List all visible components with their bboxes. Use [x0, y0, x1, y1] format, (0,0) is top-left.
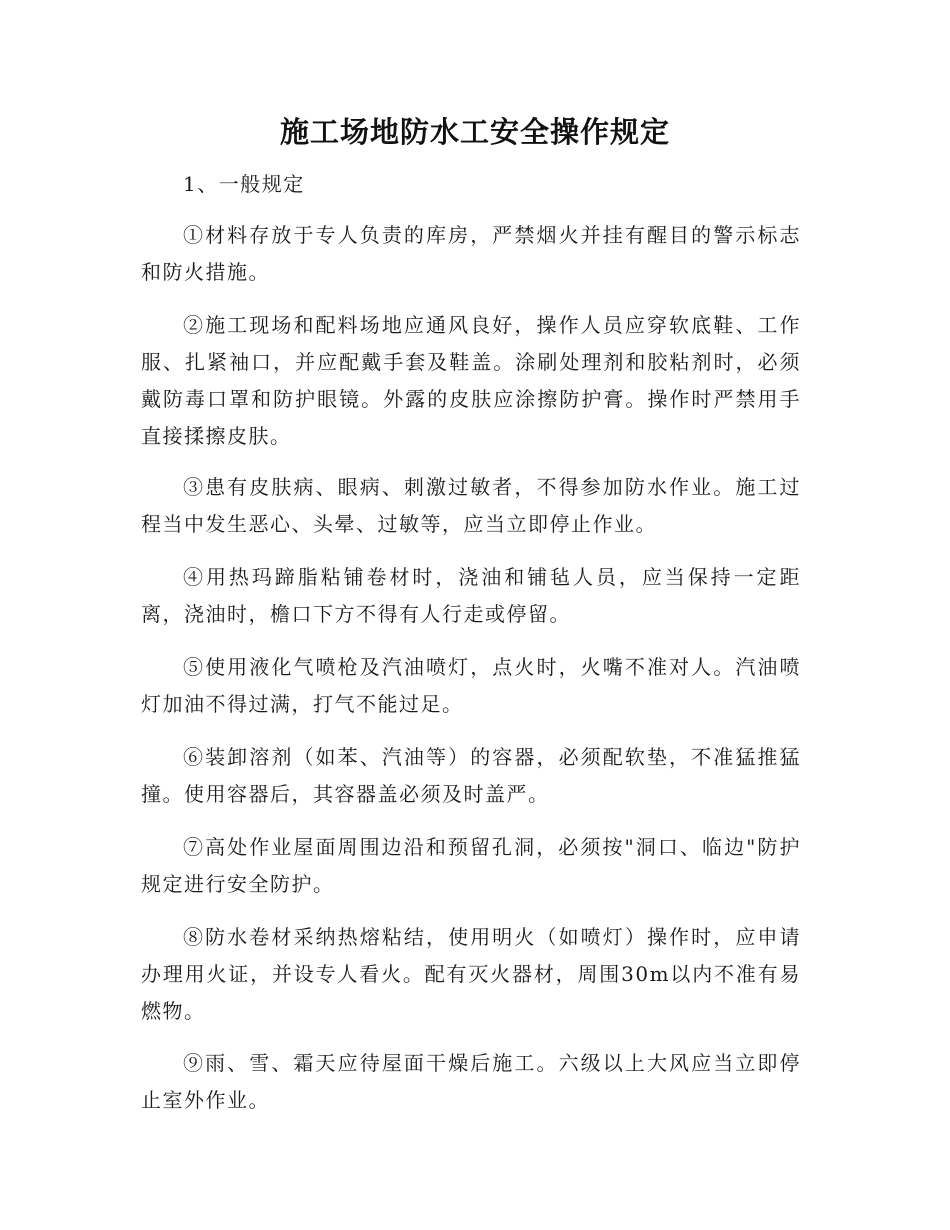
paragraph-rule-8: ⑧防水卷材采纳热熔粘结，使用明火（如喷灯）操作时，应申请办理用火证，并设专人看火。配有灭火器材，周围30m以内不准有易燃物。: [141, 925, 801, 1023]
paragraph-rule-4: ④用热玛蹄脂粘铺卷材时，浇油和铺毡人员，应当保持一定距离，浇油时，檐口下方不得有人行走或停留。: [141, 565, 801, 626]
document-title: 施工场地防水工安全操作规定: [279, 115, 670, 149]
paragraph-rule-7: ⑦高处作业屋面周围边沿和预留孔洞，必须按"洞口、临边"防护规定进行安全防护。: [141, 835, 801, 896]
paragraph-rule-5: ⑤使用液化气喷枪及汽油喷灯，点火时，火嘴不准对人。汽油喷灯加油不得过满，打气不能过足。: [141, 655, 801, 716]
paragraph-rule-9: ⑨雨、雪、霜天应待屋面干燥后施工。六级以上大风应当立即停止室外作业。: [141, 1051, 801, 1112]
paragraph-rule-2: ②施工现场和配料场地应通风良好，操作人员应穿软底鞋、工作服、扎紧袖口，并应配戴手套及鞋盖。涂刷处理剂和胶粘剂时，必须戴防毒口罩和防护眼镜。外露的皮肤应涂擦防护膏。操作时严禁用手直接揉擦皮肤。: [141, 313, 801, 448]
paragraph-rule-3: ③患有皮肤病、眼病、刺激过敏者，不得参加防水作业。施工过程当中发生恶心、头晕、过敏等，应当立即停止作业。: [141, 475, 801, 536]
paragraph-general-rules-heading: 1、一般规定: [183, 172, 305, 196]
paragraph-rule-1: ①材料存放于专人负责的库房，严禁烟火并挂有醒目的警示标志和防火措施。: [141, 223, 801, 284]
paragraph-rule-6: ⑥装卸溶剂（如苯、汽油等）的容器，必须配软垫，不准猛推猛撞。使用容器后，其容器盖必须及时盖严。: [141, 745, 801, 806]
